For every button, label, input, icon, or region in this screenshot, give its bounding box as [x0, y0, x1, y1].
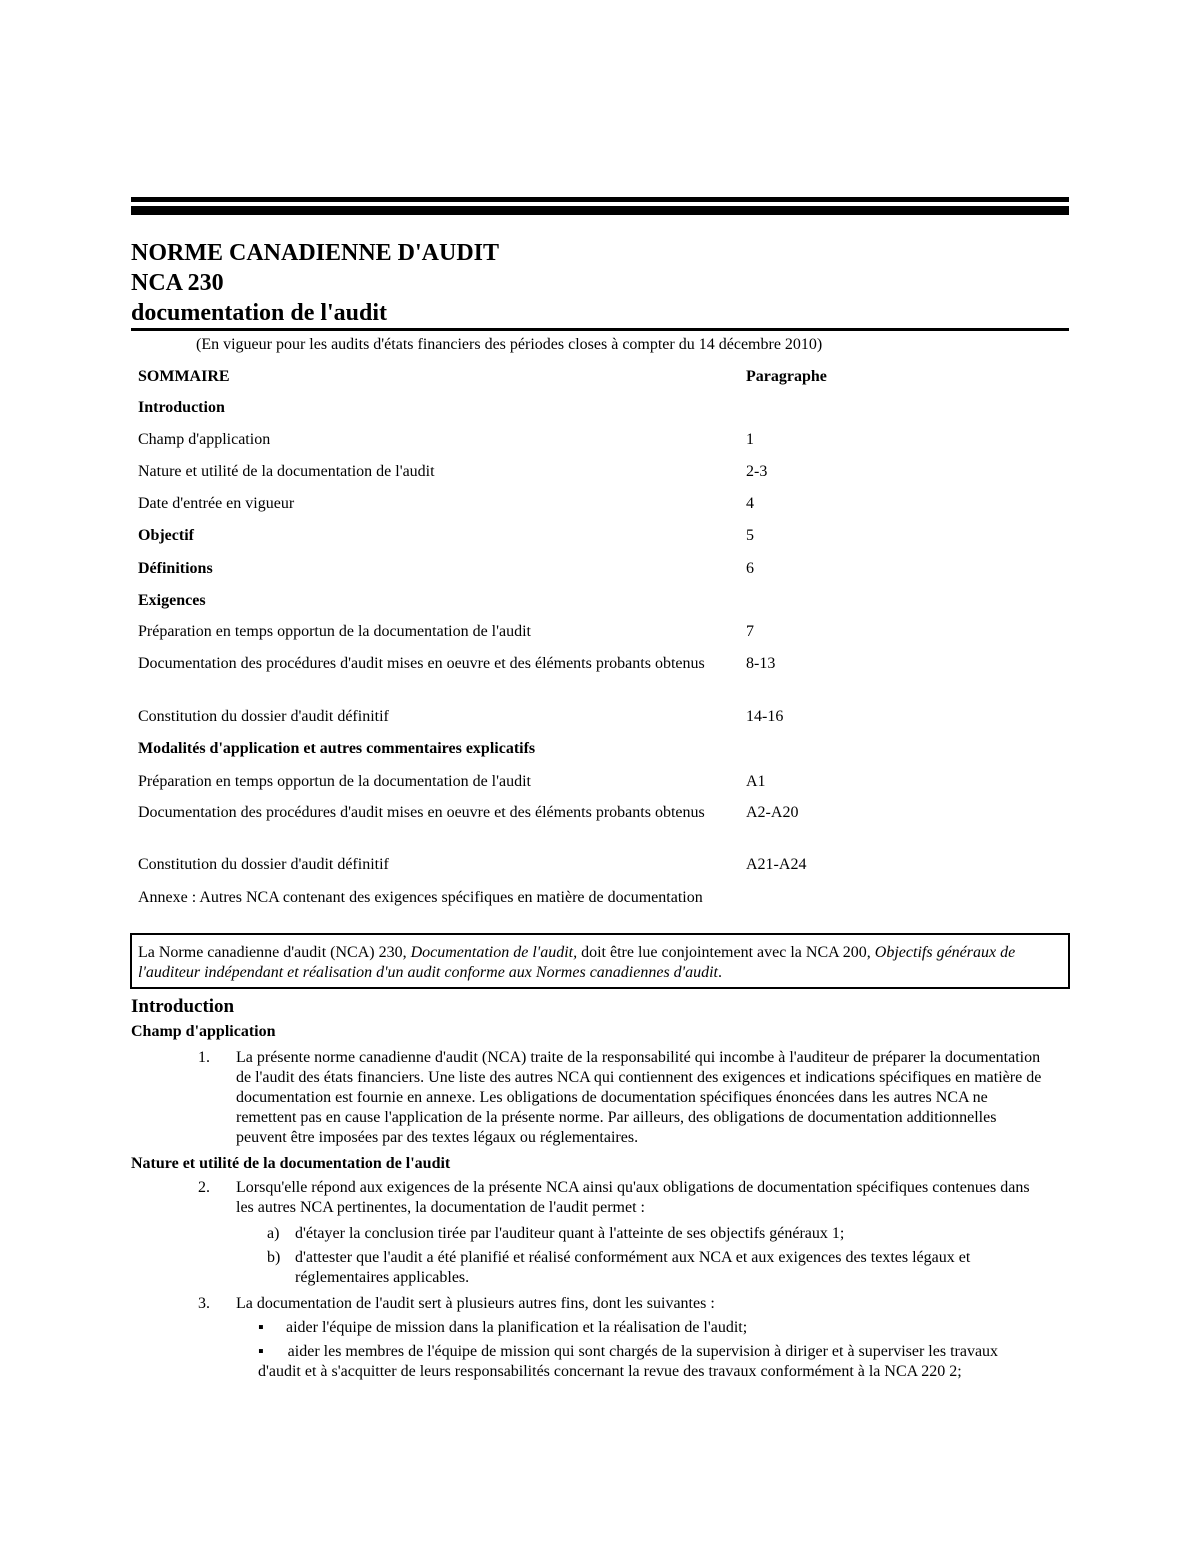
toc-label: Introduction [138, 399, 225, 416]
toc-heading-paragraphe: Paragraphe [746, 368, 827, 385]
notice-text-3: . [717, 964, 722, 981]
toc-num: A2-A20 [746, 804, 799, 821]
toc-label: Documentation des procédures d'audit mises en oeuvre et des éléments probants obtenus [138, 804, 705, 821]
toc-label: Modalités d'application et autres commentaires explicatifs [138, 740, 536, 757]
toc-num: 1 [746, 431, 754, 448]
notice-text-2: doit être lue conjointement avec la NCA 200, [577, 944, 875, 961]
toc-label: Champ d'application [138, 431, 271, 448]
effective-date-note: (En vigueur pour les audits d'états financiers des périodes closes à compter du 14 décembre 2010) [196, 336, 823, 353]
paragraph-text: La documentation de l'audit sert à plusieurs autres fins, dont les suivantes : [236, 1295, 715, 1312]
toc-heading-sommaire: SOMMAIRE [138, 368, 230, 385]
toc-label: Annexe : Autres NCA contenant des exigences spécifiques en matière de documentation [138, 889, 703, 906]
list-text: d'attester que l'audit a été planifié et réalisé conformément aux NCA et aux exigences des textes légaux et réglementaires applicables. [295, 1249, 971, 1286]
list-marker: b) [267, 1249, 281, 1266]
toc-label: Constitution du dossier d'audit définitif [138, 708, 389, 725]
toc-label: Documentation des procédures d'audit mises en oeuvre et des éléments probants obtenus [138, 655, 705, 672]
paragraph-1 [198, 1048, 1044, 1148]
paragraph-number: 3. [198, 1295, 210, 1312]
toc-label: Définitions [138, 560, 213, 577]
section-heading-scope: Champ d'application [131, 1023, 276, 1040]
notice-italic-title: Documentation de l'audit, [410, 944, 578, 961]
notice-text-1: La Norme canadienne d'audit (NCA) 230, [138, 944, 411, 961]
toc-label: Préparation en temps opportun de la documentation de l'audit [138, 773, 531, 790]
list-text: d'étayer la conclusion tirée par l'auditeur quant à l'atteinte de ses objectifs généraux 1; [295, 1225, 845, 1242]
notice-italic-reference: Objectifs généraux de l'auditeur indépendant et réalisation d'un audit conforme aux Normes canadiennes d'audit [138, 944, 1016, 981]
toc-num: 5 [746, 527, 754, 544]
document-title-line1: NORME CANADIENNE D'AUDIT [131, 240, 500, 266]
toc-label: Exigences [138, 592, 206, 609]
bullet-item [258, 1342, 1028, 1382]
paragraph-2b [267, 1248, 1045, 1288]
bullet-marker: ▪ [258, 1343, 264, 1360]
document-title-line3: documentation de l'audit [131, 300, 388, 326]
list-marker: a) [267, 1225, 280, 1242]
section-heading-introduction: Introduction [131, 996, 235, 1017]
paragraph-number: 1. [198, 1049, 210, 1066]
toc-label: Objectif [138, 527, 194, 544]
bullet-text: aider l'équipe de mission dans la planification et la réalisation de l'audit; [286, 1319, 748, 1336]
section-heading-nature: Nature et utilité de la documentation de l'audit [131, 1155, 451, 1172]
reading-notice-box [130, 933, 1070, 989]
paragraph-text: La présente norme canadienne d'audit (NCA) traite de la responsabilité qui incombe à l'auditeur de préparer la documentation de l'audit des états financiers. Une liste des autres NCA qui contiennent des exigences et indications spécifiques en matière de documentation est fournie en annexe. Les obligations de documentation spécifiques énoncées dans les autres NCA ne remettent pas en cause l'application de la présente norme. Par ailleurs, des obligations de documentation additionnelles peuvent être imposées par des textes légaux ou réglementaires. [236, 1049, 1042, 1146]
toc-num: 7 [746, 623, 754, 640]
bullet-marker: ▪ [258, 1319, 264, 1336]
bullet-text: aider les membres de l'équipe de mission qui sont chargés de la supervision à diriger et à superviser les travaux d'audit et à s'acquitter de leurs responsabilités concernant la revue des travaux conformément à la NCA 220 2; [258, 1343, 999, 1380]
toc-num: 4 [746, 495, 754, 512]
header-rule-top [131, 197, 1069, 202]
paragraph-2a [267, 1224, 1045, 1244]
toc-label: Date d'entrée en vigueur [138, 495, 295, 512]
paragraph-3 [198, 1294, 1036, 1314]
toc-num: 6 [746, 560, 754, 577]
toc-num: 8-13 [746, 655, 776, 672]
document-title-line2: NCA 230 [131, 270, 224, 296]
toc-num: 2-3 [746, 463, 768, 480]
header-rule-bottom [131, 206, 1069, 215]
paragraph-text: Lorsqu'elle répond aux exigences de la présente NCA ainsi qu'aux obligations de documentation spécifiques contenues dans les autres NCA pertinentes, la documentation de l'audit permet : [236, 1179, 1030, 1216]
paragraph-2 [198, 1178, 1036, 1218]
bullet-item [258, 1318, 1036, 1338]
toc-label: Constitution du dossier d'audit définitif [138, 856, 389, 873]
toc-num: 14-16 [746, 708, 784, 725]
toc-num: A21-A24 [746, 856, 807, 873]
toc-label: Nature et utilité de la documentation de l'audit [138, 463, 435, 480]
title-underline [131, 328, 1069, 331]
toc-label: Préparation en temps opportun de la documentation de l'audit [138, 623, 531, 640]
toc-num: A1 [746, 773, 766, 790]
paragraph-number: 2. [198, 1179, 210, 1196]
